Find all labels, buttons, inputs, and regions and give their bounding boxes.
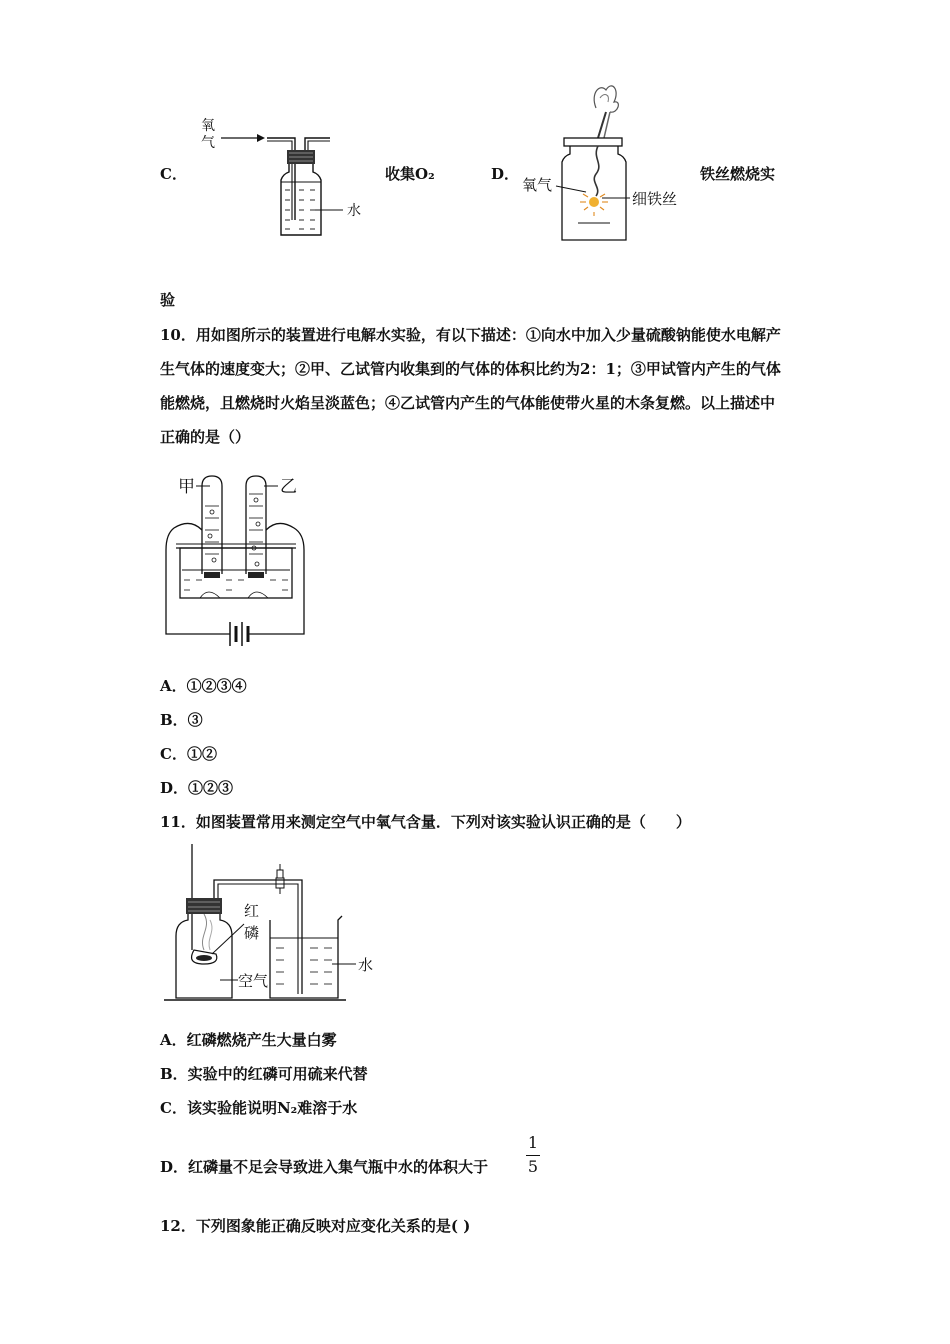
fraction-bar [526,1155,540,1156]
water-label: 水 [347,203,361,219]
red-phosphorus-label-1: 红 [244,902,260,920]
q11-option-c: C．该实验能说明N₂难溶于水 [160,1099,358,1117]
q9-option-d-caption: 铁丝燃烧实 [700,165,776,183]
q10-stem: 10．用如图所示的装置进行电解水实验，有以下描述：①向水中加入少量硫酸钠能使水电解产生气体的速度变大；②甲、乙试管内收集到的气体的体积比约为2：1；③甲试管内产生的气体能燃烧，且燃烧时火焰呈淡蓝色；④乙试管内产生的气体能使带火星的木条复燃。以上描述中正确的是（） [160,326,781,446]
q10-option-b: B．③ [160,711,203,729]
svg-text:气: 气 [201,135,215,151]
q9-option-d-caption-wrap: 验 [160,291,176,309]
q10-option-c: C．①② [160,745,217,763]
q11-stem: 11．如图装置常用来测定空气中氧气含量．下列对该实验认识正确的是（ ） [160,813,691,831]
wire-label: 细铁丝 [632,190,678,208]
oxygen-label: 氧气 [522,176,553,194]
q10-option-d: D．①②③ [160,779,234,797]
electrolysis-apparatus-figure [160,470,320,660]
red-phosphorus-label-2: 磷 [244,924,260,942]
q10-option-a: A．①②③④ [160,677,247,695]
iron-wire-combustion-figure [520,78,700,248]
q9-option-c-caption: 收集O₂ [385,165,435,183]
air-label: 空气 [238,972,269,990]
q11-option-b: B．实验中的红磷可用硫来代替 [160,1065,368,1083]
gas-label: 氧 [201,118,215,134]
q9-option-c-letter: C． [160,165,187,183]
fraction-numerator: 1 [527,1133,539,1152]
gas-collection-bottle-figure [195,110,375,245]
q12-stem: 12．下列图象能正确反映对应变化关系的是( ) [160,1217,471,1235]
water-label: 水 [358,956,374,974]
fraction-denominator: 5 [527,1157,539,1176]
q11-option-a: A．红磷燃烧产生大量白雾 [160,1031,337,1049]
tube-yi-label: 乙 [280,477,297,497]
q9-option-d-letter: D． [491,165,520,183]
tube-jia-label: 甲 [178,477,195,497]
oxygen-content-apparatus-figure [160,840,390,1010]
q11-option-d: D．红磷量不足会导致进入集气瓶中水的体积大于 [160,1158,489,1176]
